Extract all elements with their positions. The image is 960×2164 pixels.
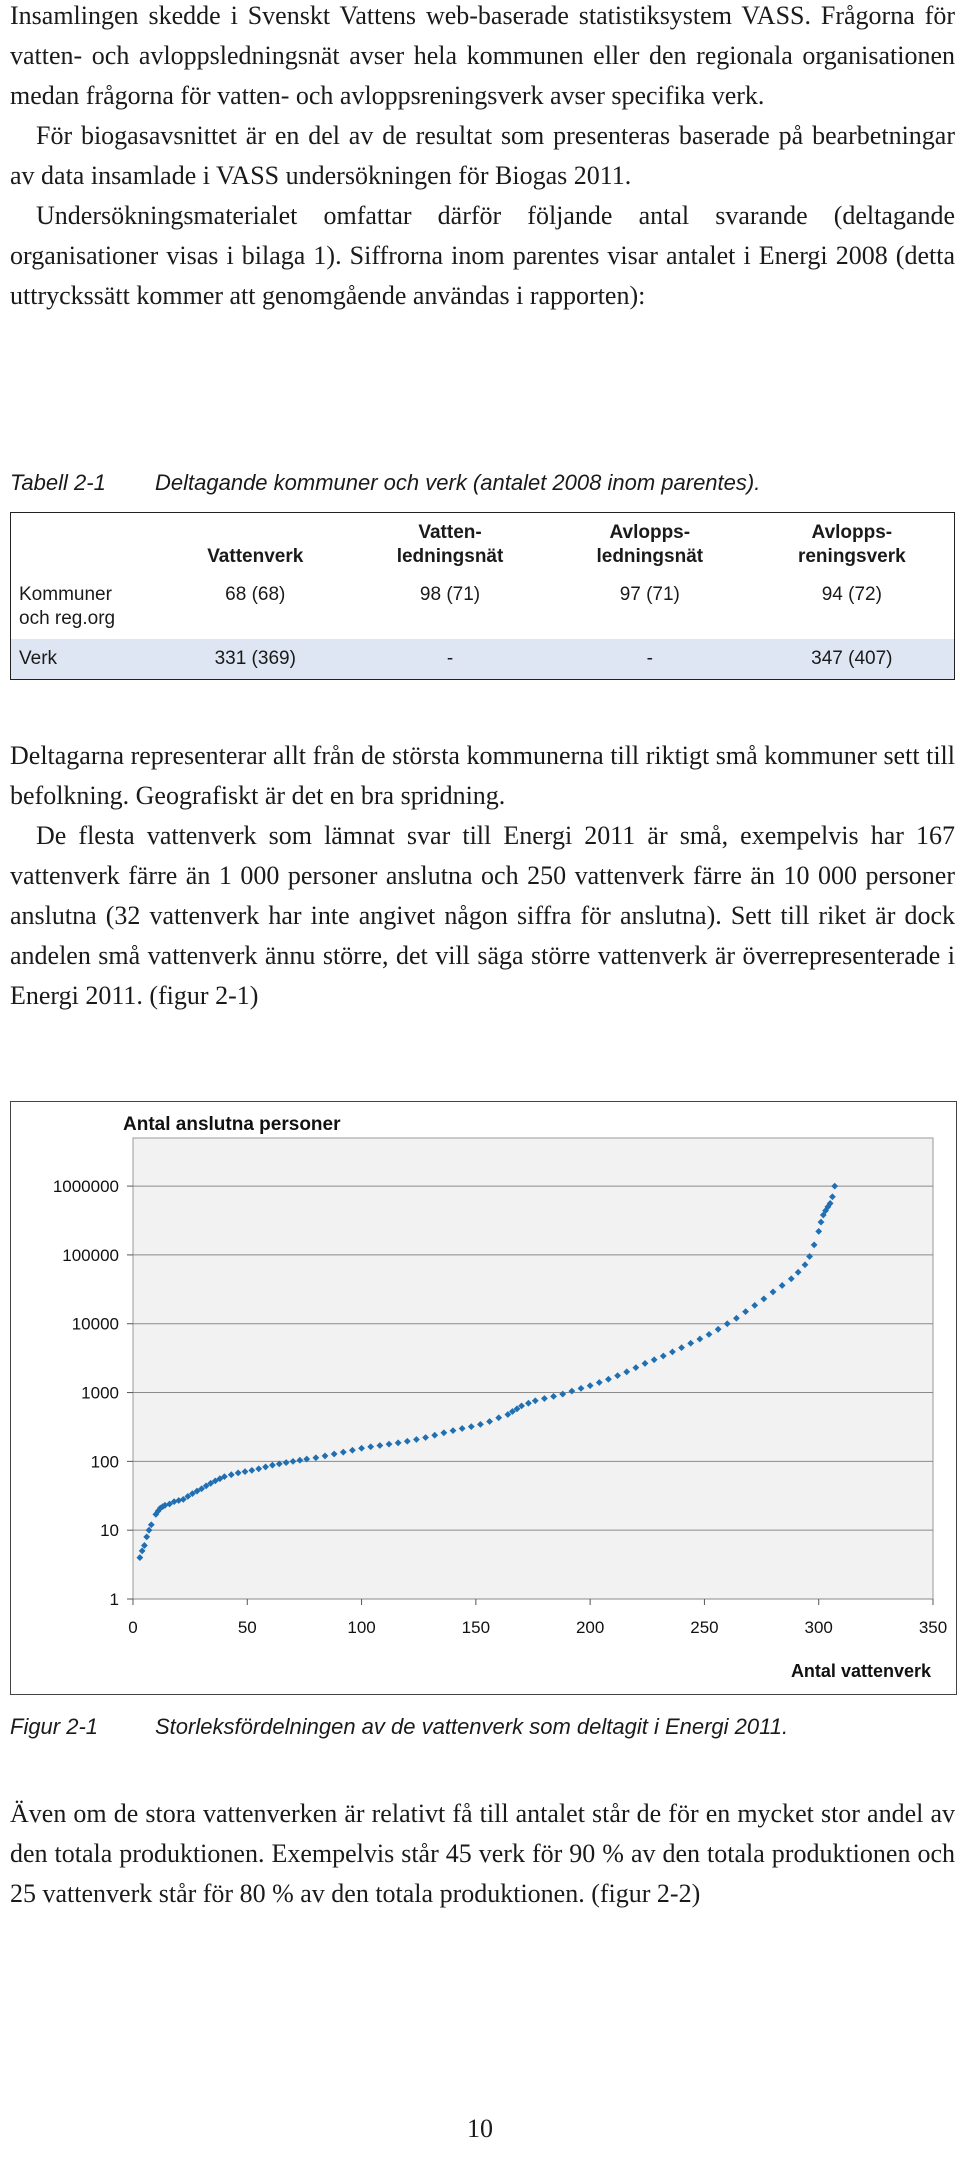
table-caption [10, 470, 955, 496]
table-header-cell: Avlopps- reningsverk [797, 522, 906, 567]
chart-title: Antal anslutna personer [123, 1114, 341, 1135]
closing-text [10, 1794, 955, 1914]
table-caption-number: Tabell 2-1 [10, 470, 106, 495]
table-row [11, 639, 955, 680]
page-number: 10 [467, 2114, 493, 2143]
y-tick-label: 100000 [62, 1245, 119, 1265]
participants-table [10, 512, 955, 680]
table-cell: 347 (407) [750, 639, 955, 680]
table-header-cell [11, 513, 161, 580]
table-wrapper [10, 512, 955, 680]
y-tick-label: 1000 [81, 1383, 119, 1403]
x-tick-label: 0 [128, 1618, 138, 1637]
table-caption-text: Deltagande kommuner och verk (antalet 2008 inom parentes). [155, 470, 761, 495]
table-cell: - [350, 639, 550, 680]
paragraph: Deltagarna representerar allt från de största kommunerna till riktigt små kommuner sett till befolkning. Geografiskt är det en bra spridning. [10, 741, 955, 810]
table-cell: 98 (71) [419, 584, 481, 605]
x-axis-label: Antal vattenverk [790, 1661, 931, 1681]
y-tick-label: 100 [90, 1452, 119, 1472]
x-tick-label: 250 [690, 1618, 719, 1637]
table-cell: Verk [11, 639, 161, 680]
table-header-cell: Avlopps- ledningsnät [596, 522, 704, 567]
y-tick-label: 10000 [71, 1314, 119, 1334]
table-header-cell: Vattenverk [207, 546, 304, 567]
table-cell: - [550, 639, 750, 680]
table-cell: 68 (68) [225, 584, 286, 605]
x-tick-label: 50 [237, 1618, 257, 1637]
y-tick-label: 1 [109, 1590, 119, 1609]
table-cell: Kommuner och reg.org [19, 584, 116, 629]
paragraph: Undersökningsmaterialet omfattar därför följande antal svarande (deltagande organisationer visas i bilaga 1). Siffrorna inom parentes visar antalet i Energi 2008 (detta uttryckssätt kommer att genomgående användas i rapporten): [10, 201, 955, 310]
x-tick-label: 100 [347, 1618, 376, 1637]
paragraph: Även om de stora vattenverken är relativt få till antalet står de för en mycket stor andel av den totala produktionen. Exempelvis står 45 verk för 90 % av den totala produktionen och 25 vattenverk står för 80 % av den totala produktionen. (figur 2-2) [10, 1799, 955, 1908]
body-text [10, 736, 955, 1016]
paragraph: För biogasavsnittet är en del av de resultat som presenteras baserade på bearbetningar av data insamlade i VASS undersökningen för Biogas 2011. [10, 121, 955, 190]
paragraph: Insamlingen skedde i Svenskt Vattens web-baserade statistiksystem VASS. Frågorna för vatten- och avloppsledningsnät avser hela kommunen eller den regionala organisationen medan frågorna för vatten- och avloppsreningsverk avser specifika verk. [10, 1, 955, 110]
table-cell: 94 (72) [821, 584, 882, 605]
y-tick-label: 1000000 [52, 1177, 119, 1197]
figure-caption-number: Figur 2-1 [10, 1714, 99, 1739]
intro-text [10, 0, 955, 316]
table-header-row [11, 513, 955, 580]
size-distribution-chart [11, 1102, 956, 1694]
figure-caption [10, 1714, 955, 1740]
table-cell: 97 (71) [619, 584, 680, 605]
table-cell: 331 (369) [160, 639, 350, 680]
y-tick-label: 10 [100, 1521, 119, 1541]
table-row [11, 579, 955, 639]
figure-caption-text: Storleksfördelningen av de vattenverk som deltagit i Energi 2011. [155, 1714, 789, 1739]
x-tick-label: 300 [804, 1618, 833, 1637]
x-tick-label: 150 [461, 1618, 491, 1637]
table-header-cell: Vatten- ledningsnät [396, 522, 504, 567]
paragraph: De flesta vattenverk som lämnat svar till Energi 2011 är små, exempelvis har 167 vattenverk färre än 1 000 personer anslutna och 250 vattenverk färre än 10 000 personer anslutna (32 vattenverk har inte angivet någon siffra för anslutna). Sett till riket är dock andelen små vattenverk ännu större, det vill säga större vattenverk är överrepresenterade i Energi 2011. (figur 2-1) [10, 821, 955, 1010]
x-tick-label: 350 [918, 1618, 948, 1637]
x-tick-label: 200 [575, 1618, 605, 1637]
chart-frame [10, 1101, 957, 1695]
